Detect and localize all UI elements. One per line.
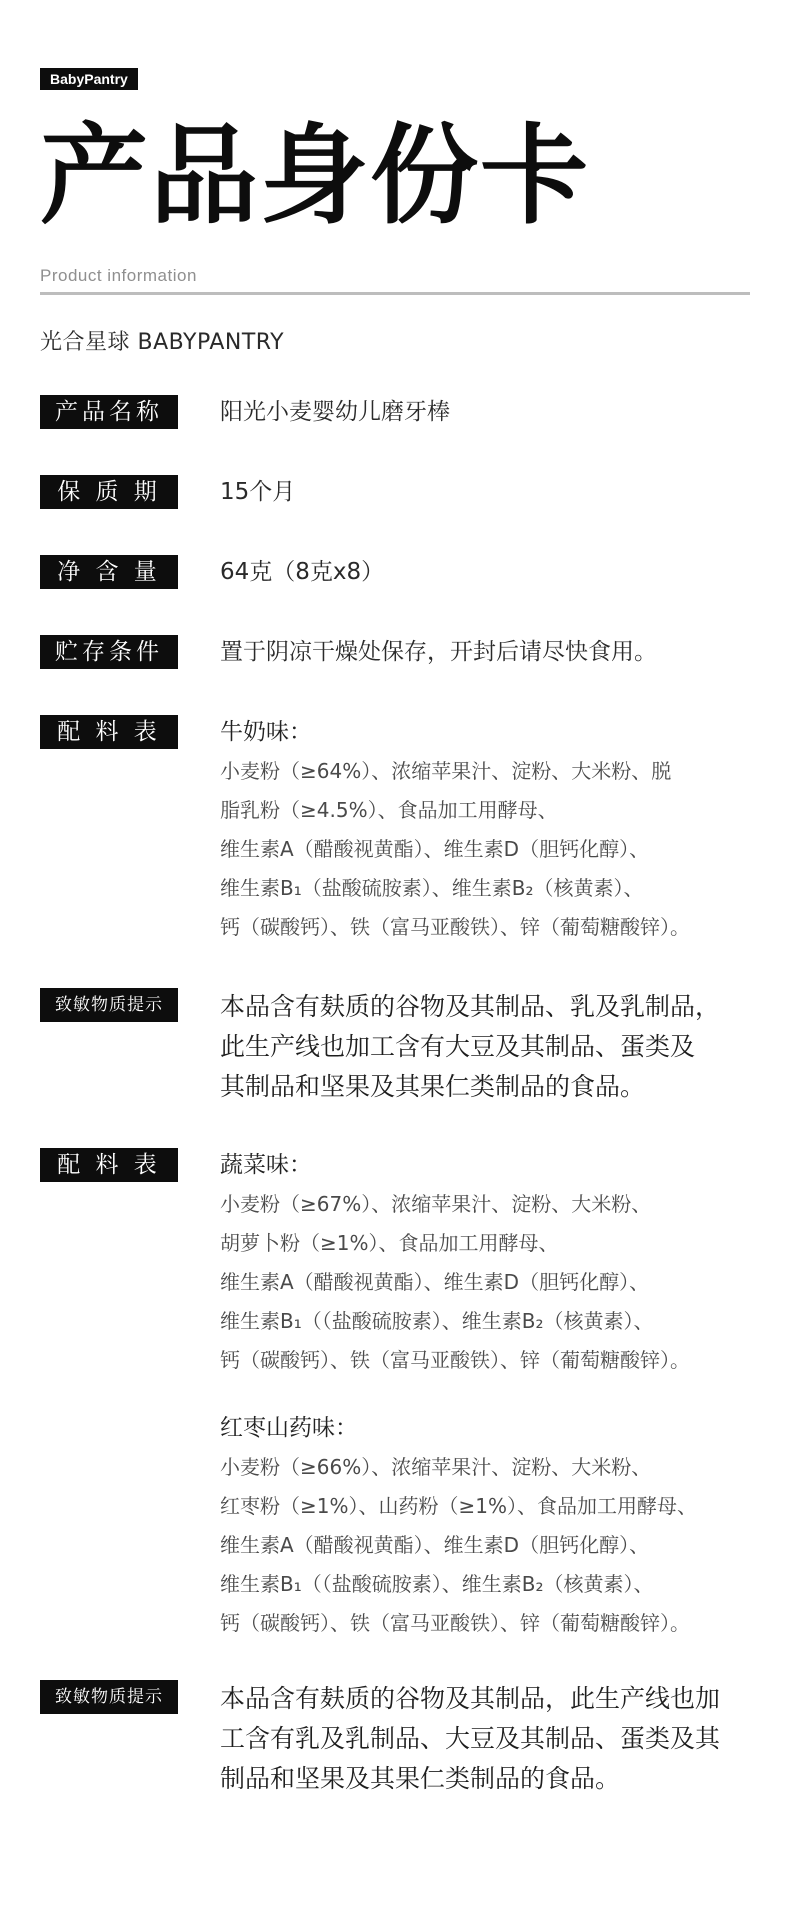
ingredient-line: 维生素A（醋酸视黄酯）、维生素D（胆钙化醇）、: [220, 837, 650, 861]
ingredient-line: 小麦粉（≥66%）、浓缩苹果汁、淀粉、大米粉、: [220, 1455, 652, 1479]
label-allergen: 致敏物质提示: [40, 1680, 178, 1714]
row-ingredients-veg: [40, 1147, 750, 1643]
label-allergen: 致敏物质提示: [40, 988, 178, 1022]
ingredient-list: [220, 1185, 750, 1380]
allergen-line: 其制品和坚果及其果仁类制品的食品。: [220, 1072, 646, 1101]
row-ingredients-milk: [40, 714, 750, 947]
ingredient-line: 红枣粉（≥1%）、山药粉（≥1%）、食品加工用酵母、: [220, 1494, 697, 1518]
ingredient-line: 维生素A（醋酸视黄酯）、维生素D（胆钙化醇）、: [220, 1533, 650, 1557]
allergen-line: 制品和坚果及其果仁类制品的食品。: [220, 1764, 621, 1793]
row-product-name: [40, 394, 750, 430]
ingredients-block: [220, 1147, 750, 1643]
label-ingredients: 配 料 表: [40, 715, 178, 749]
value-shelf-life: 15个月: [220, 479, 296, 505]
ingredient-line: 胡萝卜粉（≥1%）、食品加工用酵母、: [220, 1231, 559, 1255]
divider: [40, 292, 750, 295]
ingredient-list: [220, 1448, 750, 1643]
flavor-title: 牛奶味：: [220, 719, 312, 745]
allergen-line: 本品含有麸质的谷物及其制品、乳及乳制品，: [220, 992, 721, 1021]
allergen-text: [220, 987, 750, 1107]
value-net-content: 64克（8克x8）: [220, 559, 385, 585]
ingredient-line: 维生素B₁（（盐酸硫胺素）、维生素B₂（核黄素）、: [220, 1309, 654, 1333]
ingredient-line: 钙（碳酸钙）、铁（富马亚酸铁）、锌（葡萄糖酸锌）。: [220, 915, 690, 939]
allergen-line: 工含有乳及乳制品、大豆及其制品、蛋类及其: [220, 1724, 721, 1753]
page-subtitle: Product information: [40, 266, 197, 285]
flavor-title: 蔬菜味：: [220, 1152, 312, 1178]
ingredient-line: 脂乳粉（≥4.5%）、食品加工用酵母、: [220, 798, 558, 822]
row-allergen-2: [40, 1679, 750, 1799]
page-title: 产品身份卡: [40, 114, 591, 239]
label-shelf-life: 保 质 期: [40, 475, 178, 509]
ingredient-line: 小麦粉（≥67%）、浓缩苹果汁、淀粉、大米粉、: [220, 1192, 652, 1216]
row-net-content: [40, 554, 750, 590]
value-product-name: 阳光小麦婴幼儿磨牙棒: [220, 399, 450, 425]
allergen-line: 本品含有麸质的谷物及其制品，此生产线也加: [220, 1684, 721, 1713]
label-product-name: 产品名称: [40, 395, 178, 429]
label-net-content: 净 含 量: [40, 555, 178, 589]
ingredient-line: 维生素B₁（（盐酸硫胺素）、维生素B₂（核黄素）、: [220, 1572, 654, 1596]
row-allergen-1: [40, 987, 750, 1107]
brand-tag: BabyPantry: [40, 68, 138, 90]
flavor-title: 红枣山药味：: [220, 1415, 358, 1441]
ingredient-line: 维生素B₁（盐酸硫胺素）、维生素B₂（核黄素）、: [220, 876, 644, 900]
ingredient-line: 维生素A（醋酸视黄酯）、维生素D（胆钙化醇）、: [220, 1270, 650, 1294]
value-storage: 置于阴凉干燥处保存，开封后请尽快食用。: [220, 639, 657, 665]
ingredient-line: 小麦粉（≥64%）、浓缩苹果汁、淀粉、大米粉、脱: [220, 759, 672, 783]
ingredient-list: [220, 752, 750, 947]
allergen-line: 此生产线也加工含有大豆及其制品、蛋类及: [220, 1032, 696, 1061]
row-storage: [40, 634, 750, 670]
row-shelf-life: [40, 474, 750, 510]
ingredient-line: 钙（碳酸钙）、铁（富马亚酸铁）、锌（葡萄糖酸锌）。: [220, 1348, 690, 1372]
ingredients-block: [220, 714, 750, 947]
company-name: 光合星球 BABYPANTRY: [40, 330, 285, 355]
ingredient-line: 钙（碳酸钙）、铁（富马亚酸铁）、锌（葡萄糖酸锌）。: [220, 1611, 690, 1635]
allergen-text: [220, 1679, 750, 1799]
info-rows: [40, 394, 750, 1799]
label-ingredients: 配 料 表: [40, 1148, 178, 1182]
label-storage: 贮存条件: [40, 635, 178, 669]
